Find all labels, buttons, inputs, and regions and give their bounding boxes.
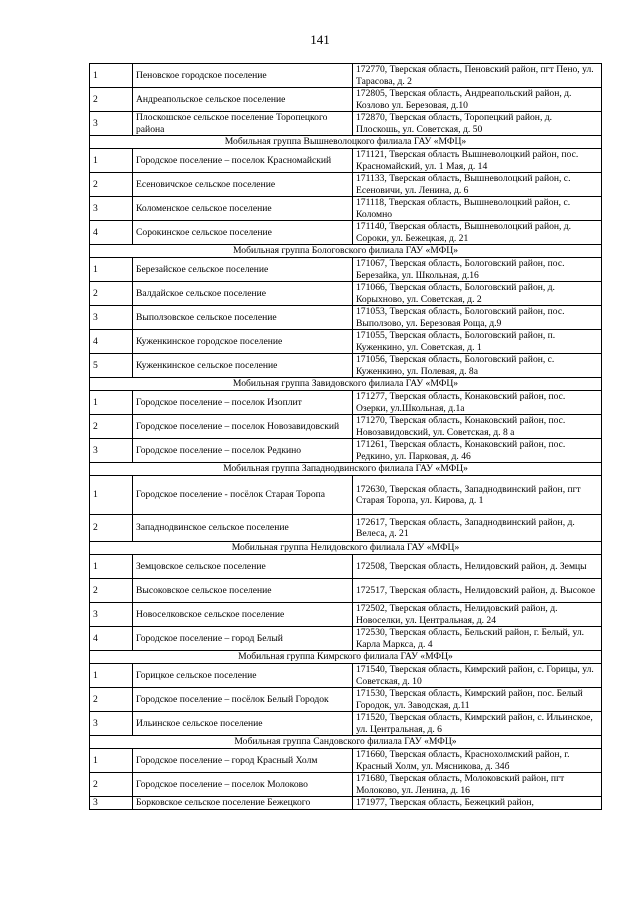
table-row xyxy=(90,555,602,579)
row-number: 3 xyxy=(90,712,133,736)
settlement-address: 172805, Тверская область, Андреапольский район, д. Козлово ул. Березовая, д.10 xyxy=(353,88,602,112)
settlement-address: 171660, Тверская область, Краснохолмский район, г. Красный Холм, ул. Мясникова, д. 34б xyxy=(353,749,602,773)
row-number: 4 xyxy=(90,221,133,245)
table-row xyxy=(90,749,602,773)
table-row xyxy=(90,149,602,173)
group-title: Мобильная группа Бологовского филиала ГАУ «МФЦ» xyxy=(90,245,602,258)
row-number: 2 xyxy=(90,415,133,439)
table-row xyxy=(90,354,602,378)
row-number: 3 xyxy=(90,112,133,136)
row-number: 2 xyxy=(90,515,133,542)
group-header-row xyxy=(90,378,602,391)
row-number: 3 xyxy=(90,306,133,330)
table-row xyxy=(90,258,602,282)
row-number: 1 xyxy=(90,391,133,415)
table-row xyxy=(90,712,602,736)
table-row xyxy=(90,415,602,439)
settlement-name: Борковское сельское поселение Бежецкого xyxy=(133,797,353,810)
settlement-address: 171053, Тверская область, Бологовский район, пос. Выползово, ул. Березовая Роща, д.9 xyxy=(353,306,602,330)
row-number: 2 xyxy=(90,282,133,306)
settlement-address: 171067, Тверская область, Бологовский район, пос. Березайка, ул. Школьная, д.16 xyxy=(353,258,602,282)
group-title: Мобильная группа Вышневолоцкого филиала ГАУ «МФЦ» xyxy=(90,136,602,149)
table-row xyxy=(90,688,602,712)
settlement-address: 171680, Тверская область, Молоковский район, пгт Молоково, ул. Ленина, д. 16 xyxy=(353,773,602,797)
row-number: 2 xyxy=(90,88,133,112)
group-title: Мобильная группа Западнодвинского филиала ГАУ «МФЦ» xyxy=(90,463,602,476)
group-title: Мобильная группа Завидовского филиала ГАУ «МФЦ» xyxy=(90,378,602,391)
settlement-name: Городское поселение – город Белый xyxy=(133,627,353,651)
settlement-address: 171977, Тверская область, Бежецкий район, xyxy=(353,797,602,810)
row-number: 1 xyxy=(90,664,133,688)
settlement-address: 171261, Тверская область, Конаковский район, пос. Редкино, ул. Парковая, д. 46 xyxy=(353,439,602,463)
settlement-name: Городское поселение – посёлок Белый Городок xyxy=(133,688,353,712)
settlement-name: Куженкинское сельское поселение xyxy=(133,354,353,378)
group-header-row xyxy=(90,542,602,555)
settlement-name: Коломенское сельское поселение xyxy=(133,197,353,221)
settlement-name: Плоскошское сельское поселение Торопецкого района xyxy=(133,112,353,136)
group-title: Мобильная группа Кимрского филиала ГАУ «МФЦ» xyxy=(90,651,602,664)
row-number: 1 xyxy=(90,149,133,173)
settlement-name: Городское поселение - посёлок Старая Торопа xyxy=(133,476,353,515)
table-row xyxy=(90,221,602,245)
row-number: 3 xyxy=(90,797,133,810)
settlement-name: Городское поселение – поселок Редкино xyxy=(133,439,353,463)
settlement-name: Земцовское сельское поселение xyxy=(133,555,353,579)
table-row xyxy=(90,88,602,112)
settlement-address: 171140, Тверская область, Вышневолоцкий район, д. Сороки, ул. Бежецкая, д. 21 xyxy=(353,221,602,245)
group-header-row xyxy=(90,463,602,476)
settlement-address: 171530, Тверская область, Кимрский район, пос. Белый Городок, ул. Заводская, д.11 xyxy=(353,688,602,712)
table-row xyxy=(90,476,602,515)
table-row xyxy=(90,306,602,330)
row-number: 3 xyxy=(90,197,133,221)
settlement-name: Сорокинское сельское поселение xyxy=(133,221,353,245)
settlement-name: Есеновичское сельское поселение xyxy=(133,173,353,197)
settlement-name: Березайское сельское поселение xyxy=(133,258,353,282)
group-header-row xyxy=(90,136,602,149)
group-header-row xyxy=(90,245,602,258)
row-number: 1 xyxy=(90,258,133,282)
row-number: 3 xyxy=(90,439,133,463)
table-row xyxy=(90,391,602,415)
page-number: 141 xyxy=(310,32,330,47)
settlement-name: Горицкое сельское поселение xyxy=(133,664,353,688)
table-row xyxy=(90,773,602,797)
table-row xyxy=(90,603,602,627)
table-row xyxy=(90,579,602,603)
settlement-address: 172517, Тверская область, Нелидовский район, д. Высокое xyxy=(353,579,602,603)
settlement-name: Городское поселение – поселок Новозавидовский xyxy=(133,415,353,439)
row-number: 5 xyxy=(90,354,133,378)
settlement-name: Городское поселение – поселок Изоплит xyxy=(133,391,353,415)
settlement-address: 171133, Тверская область, Вышневолоцкий район, с. Есеновичи, ул. Ленина, д. 6 xyxy=(353,173,602,197)
settlement-address: 171118, Тверская область, Вышневолоцкий район, с. Коломно xyxy=(353,197,602,221)
settlement-address: 172770, Тверская область, Пеновский район, пгт Пено, ул. Тарасова, д. 2 xyxy=(353,64,602,88)
table-row xyxy=(90,173,602,197)
settlement-name: Новоселковское сельское поселение xyxy=(133,603,353,627)
table-row xyxy=(90,330,602,354)
settlement-name: Высоковское сельское поселение xyxy=(133,579,353,603)
settlement-address: 171066, Тверская область, Бологовский район, д. Корыхново, ул. Советская, д. 2 xyxy=(353,282,602,306)
settlement-name: Городское поселение – город Красный Холм xyxy=(133,749,353,773)
table-row xyxy=(90,627,602,651)
row-number: 1 xyxy=(90,476,133,515)
settlement-address: 171056, Тверская область, Бологовский район, с. Куженкино, ул. Полевая, д. 8а xyxy=(353,354,602,378)
group-header-row xyxy=(90,651,602,664)
settlement-address: 172530, Тверская область, Бельский район, г. Белый, ул. Карла Маркса, д. 4 xyxy=(353,627,602,651)
table-row xyxy=(90,282,602,306)
settlement-address: 171540, Тверская область, Кимрский район, с. Горицы, ул. Советская, д. 10 xyxy=(353,664,602,688)
table-row xyxy=(90,197,602,221)
settlement-address: 172508, Тверская область, Нелидовский район, д. Земцы xyxy=(353,555,602,579)
table-body xyxy=(90,64,602,810)
settlement-address: 172630, Тверская область, Западнодвинский район, пгт Старая Торопа, ул. Кирова, д. 1 xyxy=(353,476,602,515)
row-number: 4 xyxy=(90,627,133,651)
group-title: Мобильная группа Нелидовского филиала ГАУ «МФЦ» xyxy=(90,542,602,555)
settlement-name: Городское поселение – поселок Молоково xyxy=(133,773,353,797)
row-number: 2 xyxy=(90,773,133,797)
table-row xyxy=(90,64,602,88)
settlement-address: 172617, Тверская область, Западнодвинский район, д. Велеса, д. 21 xyxy=(353,515,602,542)
settlement-name: Валдайское сельское поселение xyxy=(133,282,353,306)
settlement-name: Андреапольское сельское поселение xyxy=(133,88,353,112)
table-row xyxy=(90,439,602,463)
settlement-name: Городское поселение – поселок Красномайский xyxy=(133,149,353,173)
settlement-address: 171121, Тверская область Вышневолоцкий район, пос. Красномайский, ул. 1 Мая, д. 14 xyxy=(353,149,602,173)
group-title: Мобильная группа Сандовского филиала ГАУ «МФЦ» xyxy=(90,736,602,749)
table-row xyxy=(90,515,602,542)
group-header-row xyxy=(90,736,602,749)
table-row xyxy=(90,664,602,688)
row-number: 2 xyxy=(90,688,133,712)
mfc-settlement-table xyxy=(89,63,602,810)
settlement-name: Западнодвинское сельское поселение xyxy=(133,515,353,542)
settlement-address: 171277, Тверская область, Конаковский район, пос. Озерки, ул.Школьная, д.1а xyxy=(353,391,602,415)
settlement-name: Куженкинское городское поселение xyxy=(133,330,353,354)
row-number: 1 xyxy=(90,555,133,579)
row-number: 2 xyxy=(90,579,133,603)
settlement-name: Пеновское городское поселение xyxy=(133,64,353,88)
table-row xyxy=(90,112,602,136)
row-number: 1 xyxy=(90,749,133,773)
table-row xyxy=(90,797,602,810)
settlement-address: 172502, Тверская область, Нелидовский район, д. Новоселки, ул. Центральная, д. 24 xyxy=(353,603,602,627)
settlement-name: Выползовское сельское поселение xyxy=(133,306,353,330)
settlement-address: 171270, Тверская область, Конаковский район, пос. Новозавидовский, ул. Советская, д. 8 а xyxy=(353,415,602,439)
row-number: 4 xyxy=(90,330,133,354)
row-number: 3 xyxy=(90,603,133,627)
row-number: 1 xyxy=(90,64,133,88)
settlement-address: 171055, Тверская область, Бологовский район, п. Куженкино, ул. Советская, д. 1 xyxy=(353,330,602,354)
settlement-address: 171520, Тверская область, Кимрский район, с. Ильинское, ул. Центральная, д. 6 xyxy=(353,712,602,736)
row-number: 2 xyxy=(90,173,133,197)
settlement-name: Ильинское сельское поселение xyxy=(133,712,353,736)
settlement-address: 172870, Тверская область, Торопецкий район, д. Плоскошь, ул. Советская, д. 50 xyxy=(353,112,602,136)
